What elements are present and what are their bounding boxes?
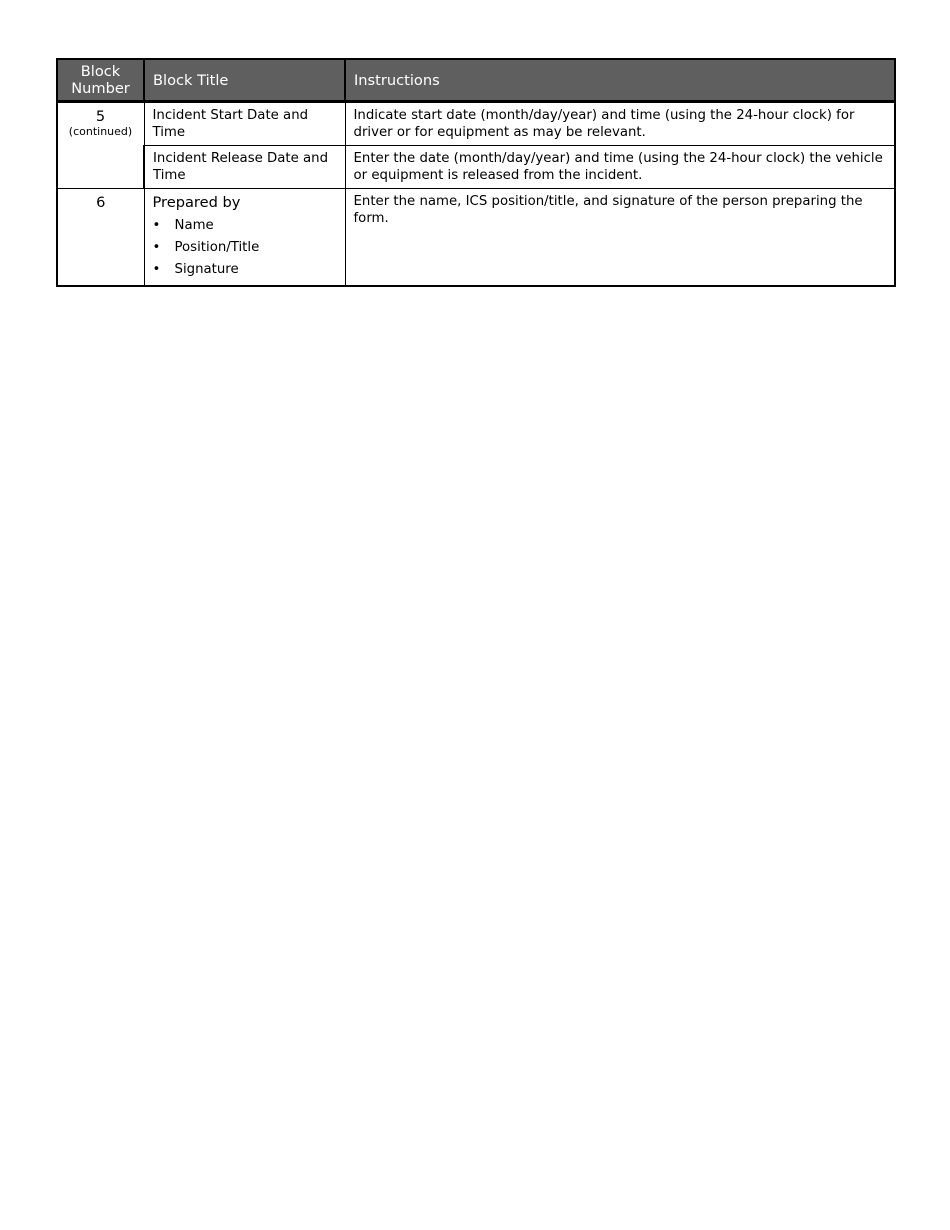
bullet-icon: • bbox=[152, 240, 161, 255]
list-item: • Position/Title bbox=[153, 237, 337, 259]
bullet-icon: • bbox=[152, 262, 161, 277]
block-number-note: (continued) bbox=[68, 125, 133, 138]
block-number-cell bbox=[57, 102, 144, 189]
block-number: 6 bbox=[96, 194, 106, 211]
instructions-cell: Enter the date (month/day/year) and time (using the 24-hour clock) the vehicle or equipment is released from the incident. bbox=[345, 146, 895, 189]
list-item: • Name bbox=[153, 215, 337, 237]
table-header-row bbox=[57, 59, 895, 102]
header-block-number: Block Number bbox=[57, 59, 144, 102]
block-number-cell bbox=[57, 189, 144, 287]
block-title-cell: Incident Release Date and Time bbox=[144, 146, 345, 189]
instructions-cell: Enter the name, ICS position/title, and signature of the person preparing the form. bbox=[345, 189, 895, 287]
table-row bbox=[57, 189, 895, 287]
header-instructions: Instructions bbox=[345, 59, 895, 102]
block-title-list bbox=[153, 215, 337, 281]
block-number: 5 bbox=[95, 108, 106, 125]
list-item: • Signature bbox=[153, 259, 337, 281]
block-title-cell bbox=[144, 189, 345, 287]
instructions-cell: Indicate start date (month/day/year) and time (using the 24-hour clock) for driver or for equipment as may be relevant. bbox=[345, 102, 895, 146]
table-row bbox=[57, 146, 895, 189]
block-title-cell: Incident Start Date and Time bbox=[144, 102, 345, 146]
block-title: Prepared by bbox=[152, 194, 241, 211]
table-row bbox=[57, 102, 895, 146]
instructions-table bbox=[56, 58, 896, 287]
header-block-title: Block Title bbox=[144, 59, 345, 102]
bullet-icon: • bbox=[152, 218, 161, 233]
